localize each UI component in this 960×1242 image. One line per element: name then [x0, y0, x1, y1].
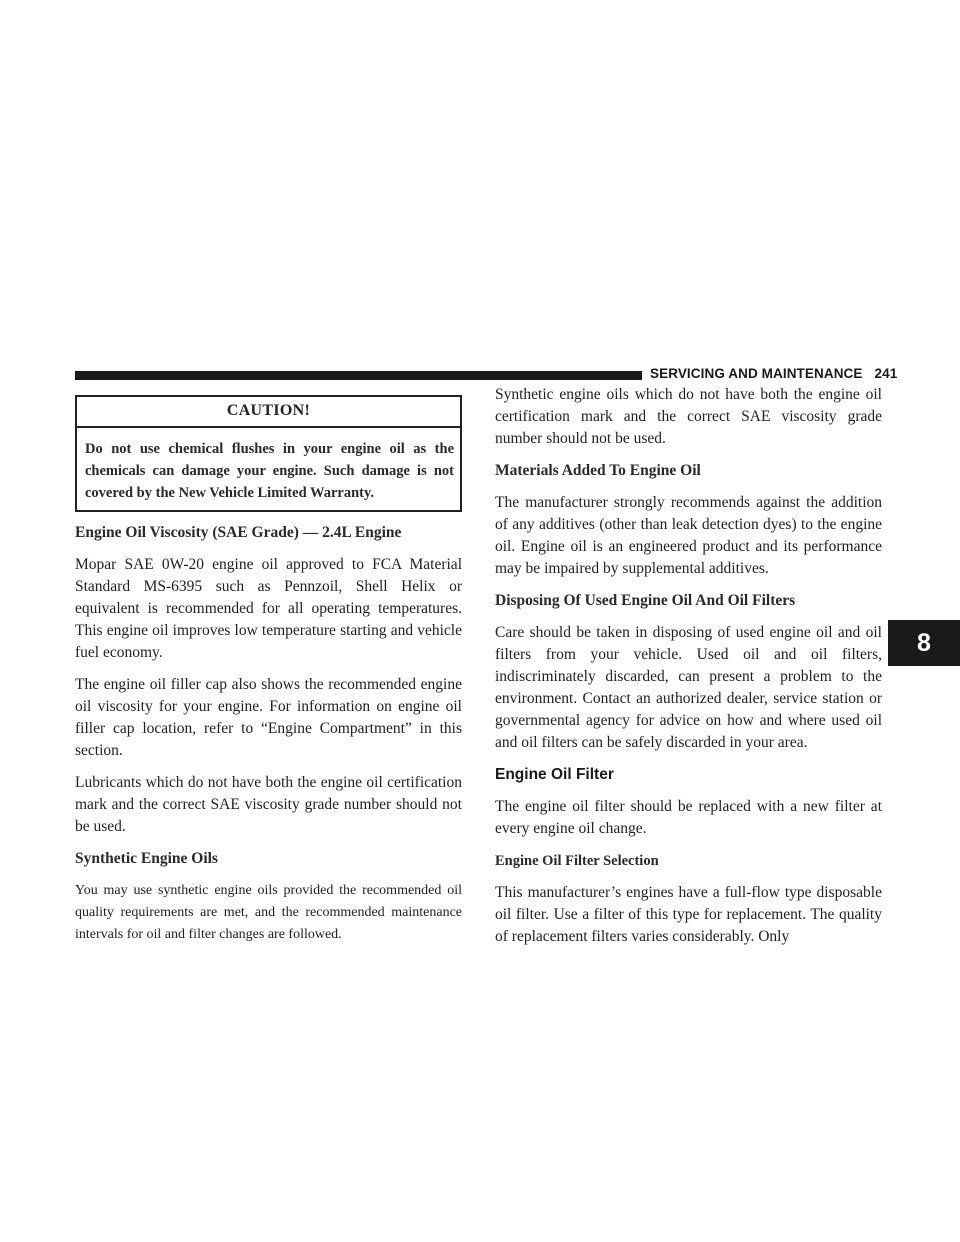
filter-paragraph: The engine oil filter should be replaced with a new filter at every engine oil change.: [495, 798, 882, 837]
disposing-heading: Disposing Of Used Engine Oil And Oil Filters: [495, 592, 796, 609]
synthetic-paragraph-1: You may use synthetic engine oils provided the recommended oil quality requirements are met, and the recommended maintenance intervals for oil and filter changes are followed.: [75, 883, 462, 942]
header-bar: [75, 371, 642, 380]
viscosity-paragraph-2: The engine oil filler cap also shows the recommended engine oil viscosity for your engine. For information on engine oil filler cap location, refer to “Engine Compartment” in this section.: [75, 676, 462, 759]
viscosity-paragraph-1: Mopar SAE 0W-20 engine oil approved to FCA Material Standard MS-6395 such as Pennzoil, Shell Helix or equivalent is recommended for all operating temperatures. This engine oil improves low temperature starting and vehicle fuel economy.: [75, 556, 462, 661]
section-title: SERVICING AND MAINTENANCE: [650, 366, 863, 381]
caution-box: [75, 395, 462, 512]
materials-heading: Materials Added To Engine Oil: [495, 462, 701, 479]
chapter-tab: 8: [888, 620, 960, 666]
viscosity-heading: Engine Oil Viscosity (SAE Grade) — 2.4L Engine: [75, 524, 402, 541]
filter-selection-heading: Engine Oil Filter Selection: [495, 853, 659, 869]
synthetic-paragraph-2: Synthetic engine oils which do not have both the engine oil certification mark and the correct SAE viscosity grade number should not be used.: [495, 386, 882, 447]
caution-title: CAUTION!: [77, 397, 460, 428]
right-column: [495, 384, 882, 958]
filter-selection-paragraph: This manufacturer’s engines have a full-flow type disposable oil filter. Use a filter of this type for replacement. The quality of replacement filters varies considerably. Only: [495, 884, 882, 945]
disposing-paragraph: Care should be taken in disposing of used engine oil and oil filters from your vehicle. Used oil and oil filters, indiscriminately discarded, can present a problem to the environment. Contact an authorized dealer, service station or governmental agency for advice on how and where used oil and oil filters can be safely discarded in your area.: [495, 624, 882, 751]
caution-body: Do not use chemical flushes in your engine oil as the chemicals can damage your engine. Such damage is not covered by the New Vehicle Limited Warranty.: [85, 441, 454, 501]
running-header: [650, 366, 897, 381]
page-number: 241: [874, 366, 898, 381]
filter-heading: Engine Oil Filter: [495, 766, 614, 783]
materials-paragraph: The manufacturer strongly recommends against the addition of any additives (other than leak detection dyes) to the engine oil. Engine oil is an engineered product and its performance may be impaired by supplemental additives.: [495, 494, 882, 577]
viscosity-paragraph-3: Lubricants which do not have both the engine oil certification mark and the correct SAE viscosity grade number should not be used.: [75, 774, 462, 835]
left-column: [75, 395, 462, 956]
synthetic-heading: Synthetic Engine Oils: [75, 850, 218, 867]
